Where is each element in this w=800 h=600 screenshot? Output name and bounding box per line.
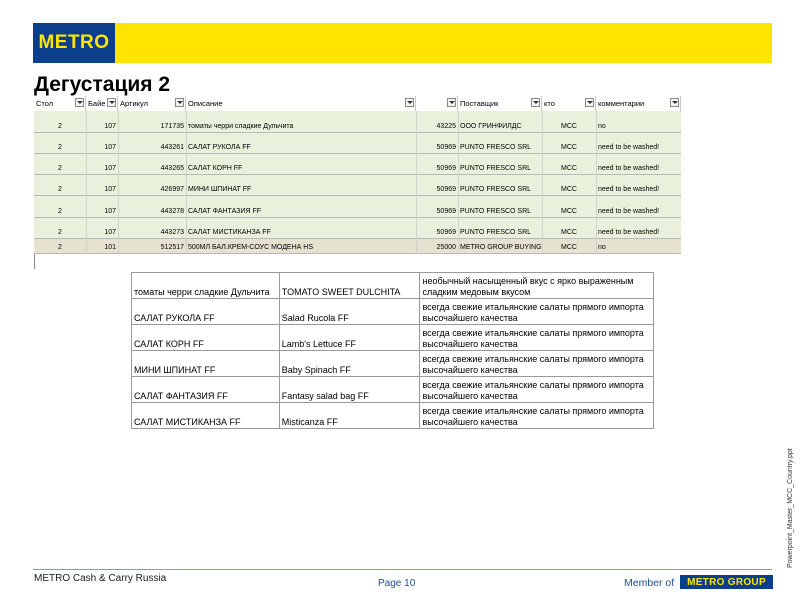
side-file-label: Powerpoint_Master_MCC_Country.ppt <box>787 448 794 568</box>
sheet-cell: 2 <box>58 123 62 130</box>
sheet-cell: PUNTO FRESCO SRL <box>460 144 532 151</box>
sheet-cell: 500МЛ БАЛ.КРЕМ-СОУС МОДЕНА HS <box>188 244 313 251</box>
filter-dropdown-icon[interactable] <box>175 98 184 107</box>
sheet-col-header-label: Поставщик <box>460 99 499 108</box>
filter-dropdown-icon[interactable] <box>107 98 116 107</box>
sheet-cell: ООО ГРИНФИЛДС <box>460 123 522 130</box>
sheet-cell: no <box>598 244 606 251</box>
sheet-col-header <box>118 96 186 111</box>
sheet-cell: need to be washed! <box>598 144 660 151</box>
sheet-col-header-label: Стол <box>36 99 54 108</box>
sheet-cell: 107 <box>104 186 116 193</box>
member-of-text: Member of <box>624 577 675 589</box>
sheet-cell: 443273 <box>160 229 184 236</box>
sheet-row <box>34 111 681 133</box>
sheet-cell: 426997 <box>160 186 184 193</box>
translation-table <box>131 272 654 429</box>
sheet-cell: 107 <box>104 144 116 151</box>
sheet-cell: 107 <box>104 229 116 236</box>
sheet-grid-line <box>86 111 87 254</box>
sheet-cell: САЛАТ ФАНТАЗИЯ FF <box>188 208 261 215</box>
sheet-cell: 2 <box>58 165 62 172</box>
product-name-ru: САЛАТ ФАНТАЗИЯ FF <box>132 377 280 403</box>
sheet-row <box>34 196 681 218</box>
product-name-en: Fantasy salad bag FF <box>279 377 420 403</box>
metro-logo <box>33 23 115 63</box>
sheet-row <box>34 218 681 239</box>
sheet-cell: PUNTO FRESCO SRL <box>460 208 532 215</box>
sheet-cell: 101 <box>104 244 116 251</box>
sheet-cell: 443265 <box>160 165 184 172</box>
metro-group-logo <box>680 575 773 589</box>
sheet-cell: САЛАТ РУКОЛА FF <box>188 144 251 151</box>
sheet-cell: PUNTO FRESCO SRL <box>460 186 532 193</box>
translation-row <box>132 325 654 351</box>
sheet-cell: томаты черри сладкие Дульчита <box>188 123 294 130</box>
product-name-en: Salad Rucola FF <box>279 299 420 325</box>
sheet-cell: 512517 <box>160 244 184 251</box>
filter-dropdown-icon[interactable] <box>75 98 84 107</box>
product-name-ru: САЛАТ КОРН FF <box>132 325 280 351</box>
sheet-cell: 50969 <box>436 208 456 215</box>
product-description: всегда свежие итальянские салаты прямого импорта высочайшего качества <box>420 325 654 351</box>
sheet-header-row <box>34 96 681 112</box>
sheet-grid-line <box>542 111 543 254</box>
product-name-en: Lamb's Lettuce FF <box>279 325 420 351</box>
sheet-col-header-label: комментарии <box>598 99 645 108</box>
slide-title: Дегустация 2 <box>34 73 171 96</box>
product-name-ru: МИНИ ШПИНАТ FF <box>132 351 280 377</box>
sheet-cell: MCC <box>561 244 577 251</box>
sheet-cell: 171735 <box>160 123 184 130</box>
sheet-col-header <box>458 96 542 111</box>
sheet-col-header <box>596 96 681 111</box>
sheet-row <box>34 133 681 154</box>
sheet-grid-line <box>118 111 119 254</box>
sheet-col-header <box>34 96 86 111</box>
sheet-row <box>34 239 681 254</box>
sheet-cell: 2 <box>58 186 62 193</box>
sheet-cell: need to be washed! <box>598 186 660 193</box>
sheet-cell: MCC <box>561 165 577 172</box>
sheet-row <box>34 154 681 175</box>
sheet-cell: need to be washed! <box>598 229 660 236</box>
translation-row <box>132 403 654 429</box>
sheet-cell: 2 <box>58 144 62 151</box>
sheet-cell: МИНИ ШПИНАТ FF <box>188 186 252 193</box>
sheet-cell: 107 <box>104 208 116 215</box>
translation-row <box>132 299 654 325</box>
sheet-cell: MCC <box>561 208 577 215</box>
footer-company: METRO Cash & Carry Russia <box>34 573 167 584</box>
sheet-cell: PUNTO FRESCO SRL <box>460 165 532 172</box>
sheet-col-header <box>186 96 416 111</box>
filter-dropdown-icon[interactable] <box>670 98 679 107</box>
logo-text: METRO <box>38 32 110 53</box>
translation-row <box>132 273 654 299</box>
sheet-cell: 50969 <box>436 186 456 193</box>
product-name-ru: САЛАТ МИСТИКАНЗА FF <box>132 403 280 429</box>
sheet-cell: 43225 <box>436 123 456 130</box>
sheet-cell: no <box>598 123 606 130</box>
sheet-cell: 2 <box>58 208 62 215</box>
sheet-cell: 25000 <box>436 244 456 251</box>
sheet-cell: 2 <box>58 229 62 236</box>
footer-divider <box>33 569 772 570</box>
sheet-cell: MCC <box>561 144 577 151</box>
sheet-cell: 443278 <box>160 208 184 215</box>
sheet-cell: 443261 <box>160 144 184 151</box>
sheet-cell: САЛАТ МИСТИКАНЗА FF <box>188 229 271 236</box>
sheet-cell: 50969 <box>436 144 456 151</box>
sheet-cell: 2 <box>58 244 62 251</box>
sheet-cell: MCC <box>561 123 577 130</box>
product-name-en: TOMATO SWEET DULCHITA <box>279 273 420 299</box>
filter-dropdown-icon[interactable] <box>447 98 456 107</box>
page-number: Page 10 <box>378 578 416 589</box>
sheet-cell: need to be washed! <box>598 165 660 172</box>
product-description: всегда свежие итальянские салаты прямого импорта высочайшего качества <box>420 403 654 429</box>
sheet-row <box>34 175 681 196</box>
sheet-cell: 50969 <box>436 229 456 236</box>
group-logo-text: METRO GROUP <box>687 576 766 588</box>
filter-dropdown-icon[interactable] <box>585 98 594 107</box>
product-description: всегда свежие итальянские салаты прямого импорта высочайшего качества <box>420 377 654 403</box>
product-description: всегда свежие итальянские салаты прямого импорта высочайшего качества <box>420 299 654 325</box>
sheet-grid-line <box>416 111 417 254</box>
sheet-cell: MCC <box>561 186 577 193</box>
sheet-col-header-label: Байе <box>88 99 106 108</box>
translation-row <box>132 351 654 377</box>
product-name-en: Baby Spinach FF <box>279 351 420 377</box>
product-name-en: Misticanza FF <box>279 403 420 429</box>
spreadsheet-screenshot <box>34 96 681 262</box>
sheet-grid-line <box>458 111 459 254</box>
sheet-grid-line <box>186 111 187 254</box>
product-description: необычный насыщенный вкус с ярко выраженным сладким медовым вкусом <box>420 273 654 299</box>
product-name-ru: САЛАТ РУКОЛА FF <box>132 299 280 325</box>
filter-dropdown-icon[interactable] <box>531 98 540 107</box>
sheet-col-header-label: Артикул <box>120 99 148 108</box>
sheet-cell: 107 <box>104 165 116 172</box>
sheet-cell: 50969 <box>436 165 456 172</box>
sheet-cell: PUNTO FRESCO SRL <box>460 229 532 236</box>
sheet-col-header <box>416 96 458 111</box>
sheet-cell: METRO GROUP BUYING <box>460 244 542 251</box>
sheet-grid-line <box>596 111 597 254</box>
sheet-cell: 107 <box>104 123 116 130</box>
sheet-cell: САЛАТ КОРН FF <box>188 165 243 172</box>
sheet-col-header-label: Описание <box>188 99 223 108</box>
sheet-col-header <box>86 96 118 111</box>
header-yellow-bar <box>33 23 772 63</box>
sheet-col-header <box>542 96 596 111</box>
product-description: всегда свежие итальянские салаты прямого импорта высочайшего качества <box>420 351 654 377</box>
translation-row <box>132 377 654 403</box>
filter-dropdown-icon[interactable] <box>405 98 414 107</box>
sheet-cell: need to be washed! <box>598 208 660 215</box>
sheet-cell: MCC <box>561 229 577 236</box>
product-name-ru: томаты черри сладкие Дульчита <box>132 273 280 299</box>
sheet-col-header-label: кто <box>544 99 555 108</box>
